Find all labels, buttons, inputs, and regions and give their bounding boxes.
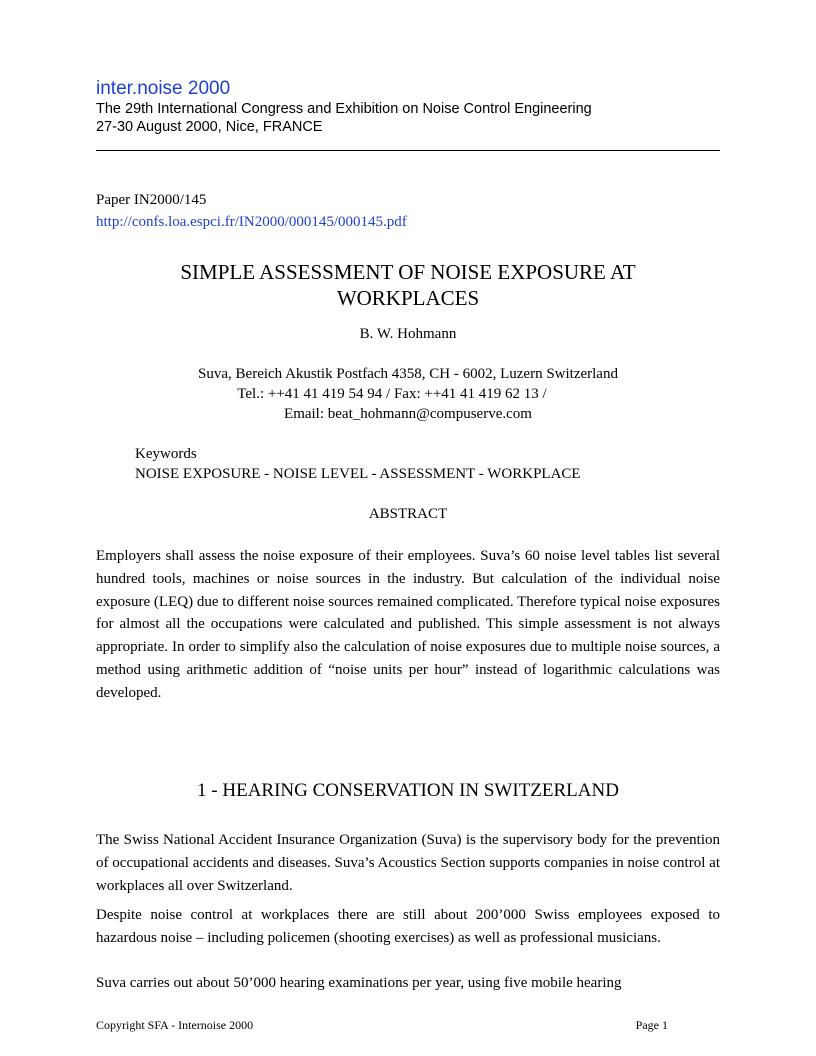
paper-title-line-2: WORKPLACES xyxy=(336,286,480,310)
affiliation-address: Suva, Bereich Akustik Postfach 4358, CH - 6002, Luzern Switzerland xyxy=(198,366,618,382)
conference-name: inter.noise 2000 xyxy=(96,78,231,99)
paper-title-line-1: SIMPLE ASSESSMENT OF NOISE EXPOSURE AT xyxy=(180,260,636,284)
section-1-paragraph-3: Suva carries out about 50’000 hearing examinations per year, using five mobile hearing xyxy=(96,975,622,991)
affiliation-email: Email: beat_hohmann@compuserve.com xyxy=(284,406,532,422)
header-divider xyxy=(96,150,720,151)
footer-copyright: Copyright SFA - Internoise 2000 xyxy=(96,1018,254,1032)
conference-full-name: The 29th International Congress and Exhibition on Noise Control Engineering xyxy=(96,101,592,117)
conference-header xyxy=(96,78,720,136)
paper-url-link[interactable]: http://confs.loa.espci.fr/IN2000/000145/000145.pdf xyxy=(96,214,407,230)
keywords-label: Keywords xyxy=(135,446,197,462)
keywords-list: NOISE EXPOSURE - NOISE LEVEL - ASSESSMENT - WORKPLACE xyxy=(135,466,581,482)
author: B. W. Hohmann xyxy=(359,326,457,342)
paper-id: Paper IN2000/145 xyxy=(96,192,207,208)
section-1-heading: 1 - HEARING CONSERVATION IN SWITZERLAND xyxy=(197,780,619,801)
footer-page-number: Page 1 xyxy=(635,1018,668,1032)
paper-title xyxy=(96,259,720,311)
abstract-text: Employers shall assess the noise exposure of their employees. Suva’s 60 noise level tables list several hundred tools, machines or noise sources in the industry. But calculation of the individual noise exposure (LEQ) due to different noise sources remained complicated. Therefore typical noise exposures for almost all the occupations were calculated and published. This simple assessment is not always appropriate. In order to simplify also the calculation of noise exposures due to multiple noise sources, a method using arithmetic addition of “noise units per hour” instead of logarithmic calculations was developed. xyxy=(96,548,720,701)
section-1-paragraph-2: Despite noise control at workplaces there are still about 200’000 Swiss employees exposed to hazardous noise – including policemen (shooting exercises) as well as professional musicians. xyxy=(96,907,720,946)
affiliation-phone-fax: Tel.: ++41 41 419 54 94 / Fax: ++41 41 419 62 13 / xyxy=(237,386,547,402)
section-1-paragraph-1: The Swiss National Accident Insurance Organization (Suva) is the supervisory body for the prevention of occupational accidents and diseases. Suva’s Acoustics Section supports companies in noise control at workplaces all over Switzerland. xyxy=(96,832,720,894)
abstract-heading: ABSTRACT xyxy=(368,506,448,522)
conference-dates: 27-30 August 2000, Nice, FRANCE xyxy=(96,119,323,135)
